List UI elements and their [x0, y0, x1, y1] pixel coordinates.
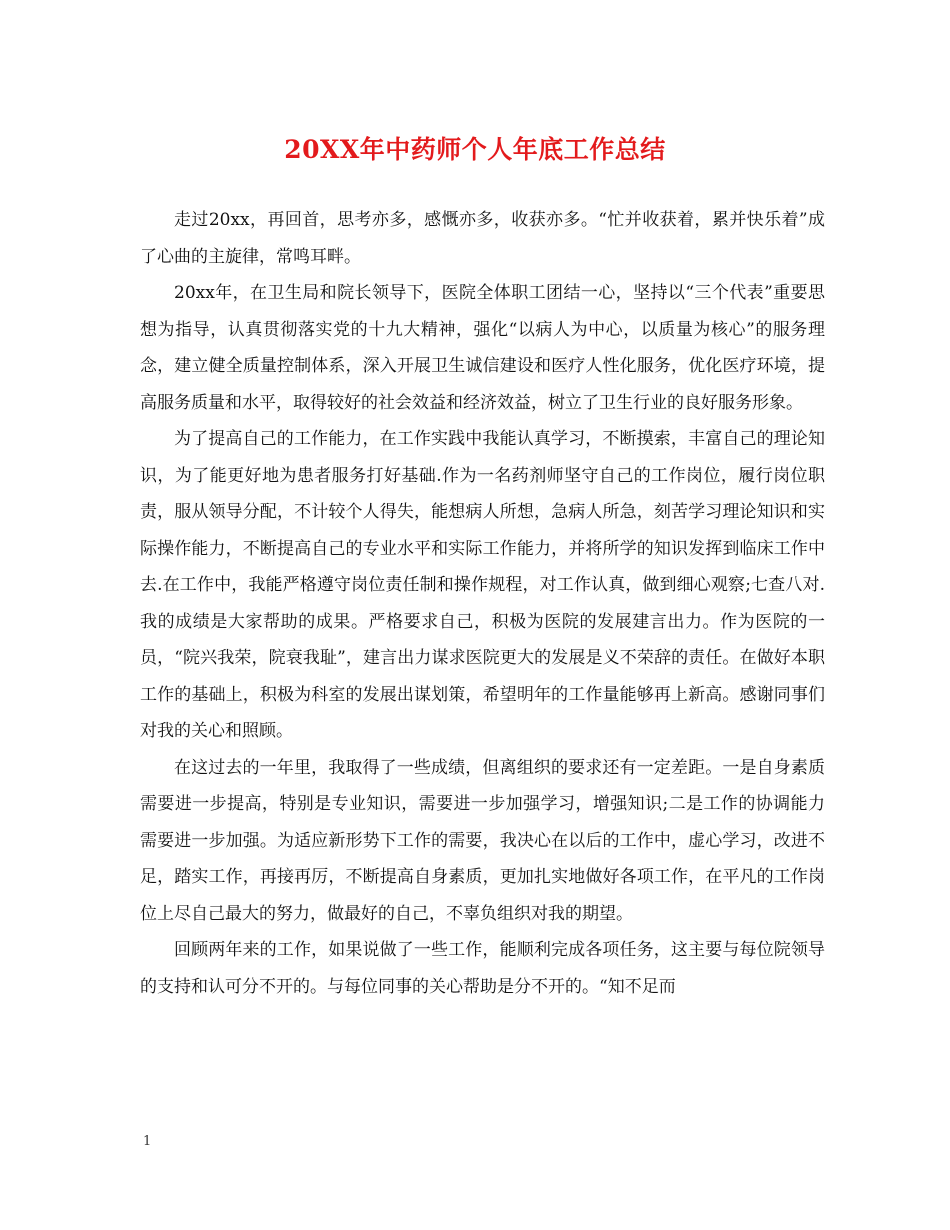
paragraph-4: 在这过去的一年里，我取得了一些成绩，但离组织的要求还有一定差距。一是自身素质需要进一步提高，特别是专业知识，需要进一步加强学习，增强知识;二是工作的协调能力需要进一步加强。为适应新形势下工作的需要，我决心在以后的工作中，虚心学习，改进不足，踏实工作，再接再厉，不断提高自身素质，更加扎实地做好各项工作，在平凡的工作岗位上尽自己最大的努力，做最好的自己，不辜负组织对我的期望。 [140, 757, 825, 924]
document-title: 20XX年中药师个人年底工作总结 [284, 135, 666, 164]
paragraph-2: 20xx年，在卫生局和院长领导下，医院全体职工团结一心，坚持以“三个代表”重要思想为指导，认真贯彻落实党的十九大精神，强化“以病人为中心，以质量为核心”的服务理念，建立健全质量控制体系，深入开展卫生诚信建设和医疗人性化服务，优化医疗环境，提高服务质量和水平，取得较好的社会效益和经济效益，树立了卫生行业的良好服务形象。 [140, 283, 825, 413]
paragraph-3: 为了提高自己的工作能力，在工作实践中我能认真学习，不断摸索，丰富自己的理论知识，为了能更好地为患者服务打好基础.作为一名药剂师坚守自己的工作岗位，履行岗位职责，服从领导分配，不计较个人得失，能想病人所想，急病人所急，刻苦学习理论知识和实际操作能力，不断提高自己的专业水平和实际工作能力，并将所学的知识发挥到临床工作中去.在工作中，我能严格遵守岗位责任制和操作规程，对工作认真，做到细心观察;七查八对.我的成绩是大家帮助的成果。严格要求自己，积极为医院的发展建言出力。作为医院的一员，“院兴我荣，院衰我耻”，建言出力谋求医院更大的发展是义不荣辞的责任。在做好本职工作的基础上，积极为科室的发展出谋划策，希望明年的工作量能够再上新高。感谢同事们对我的关心和照顾。 [140, 429, 825, 741]
page-number: 1 [143, 1134, 152, 1149]
paragraph-5: 回顾两年来的工作，如果说做了一些工作，能顺利完成各项任务，这主要与每位院领导的支持和认可分不开的。与每位同事的关心帮助是分不开的。“知不足而 [140, 940, 825, 997]
paragraph-1: 走过20xx，再回首，思考亦多，感慨亦多，收获亦多。“忙并收获着，累并快乐着”成了心曲的主旋律，常鸣耳畔。 [140, 210, 825, 267]
document-body [140, 202, 825, 1005]
